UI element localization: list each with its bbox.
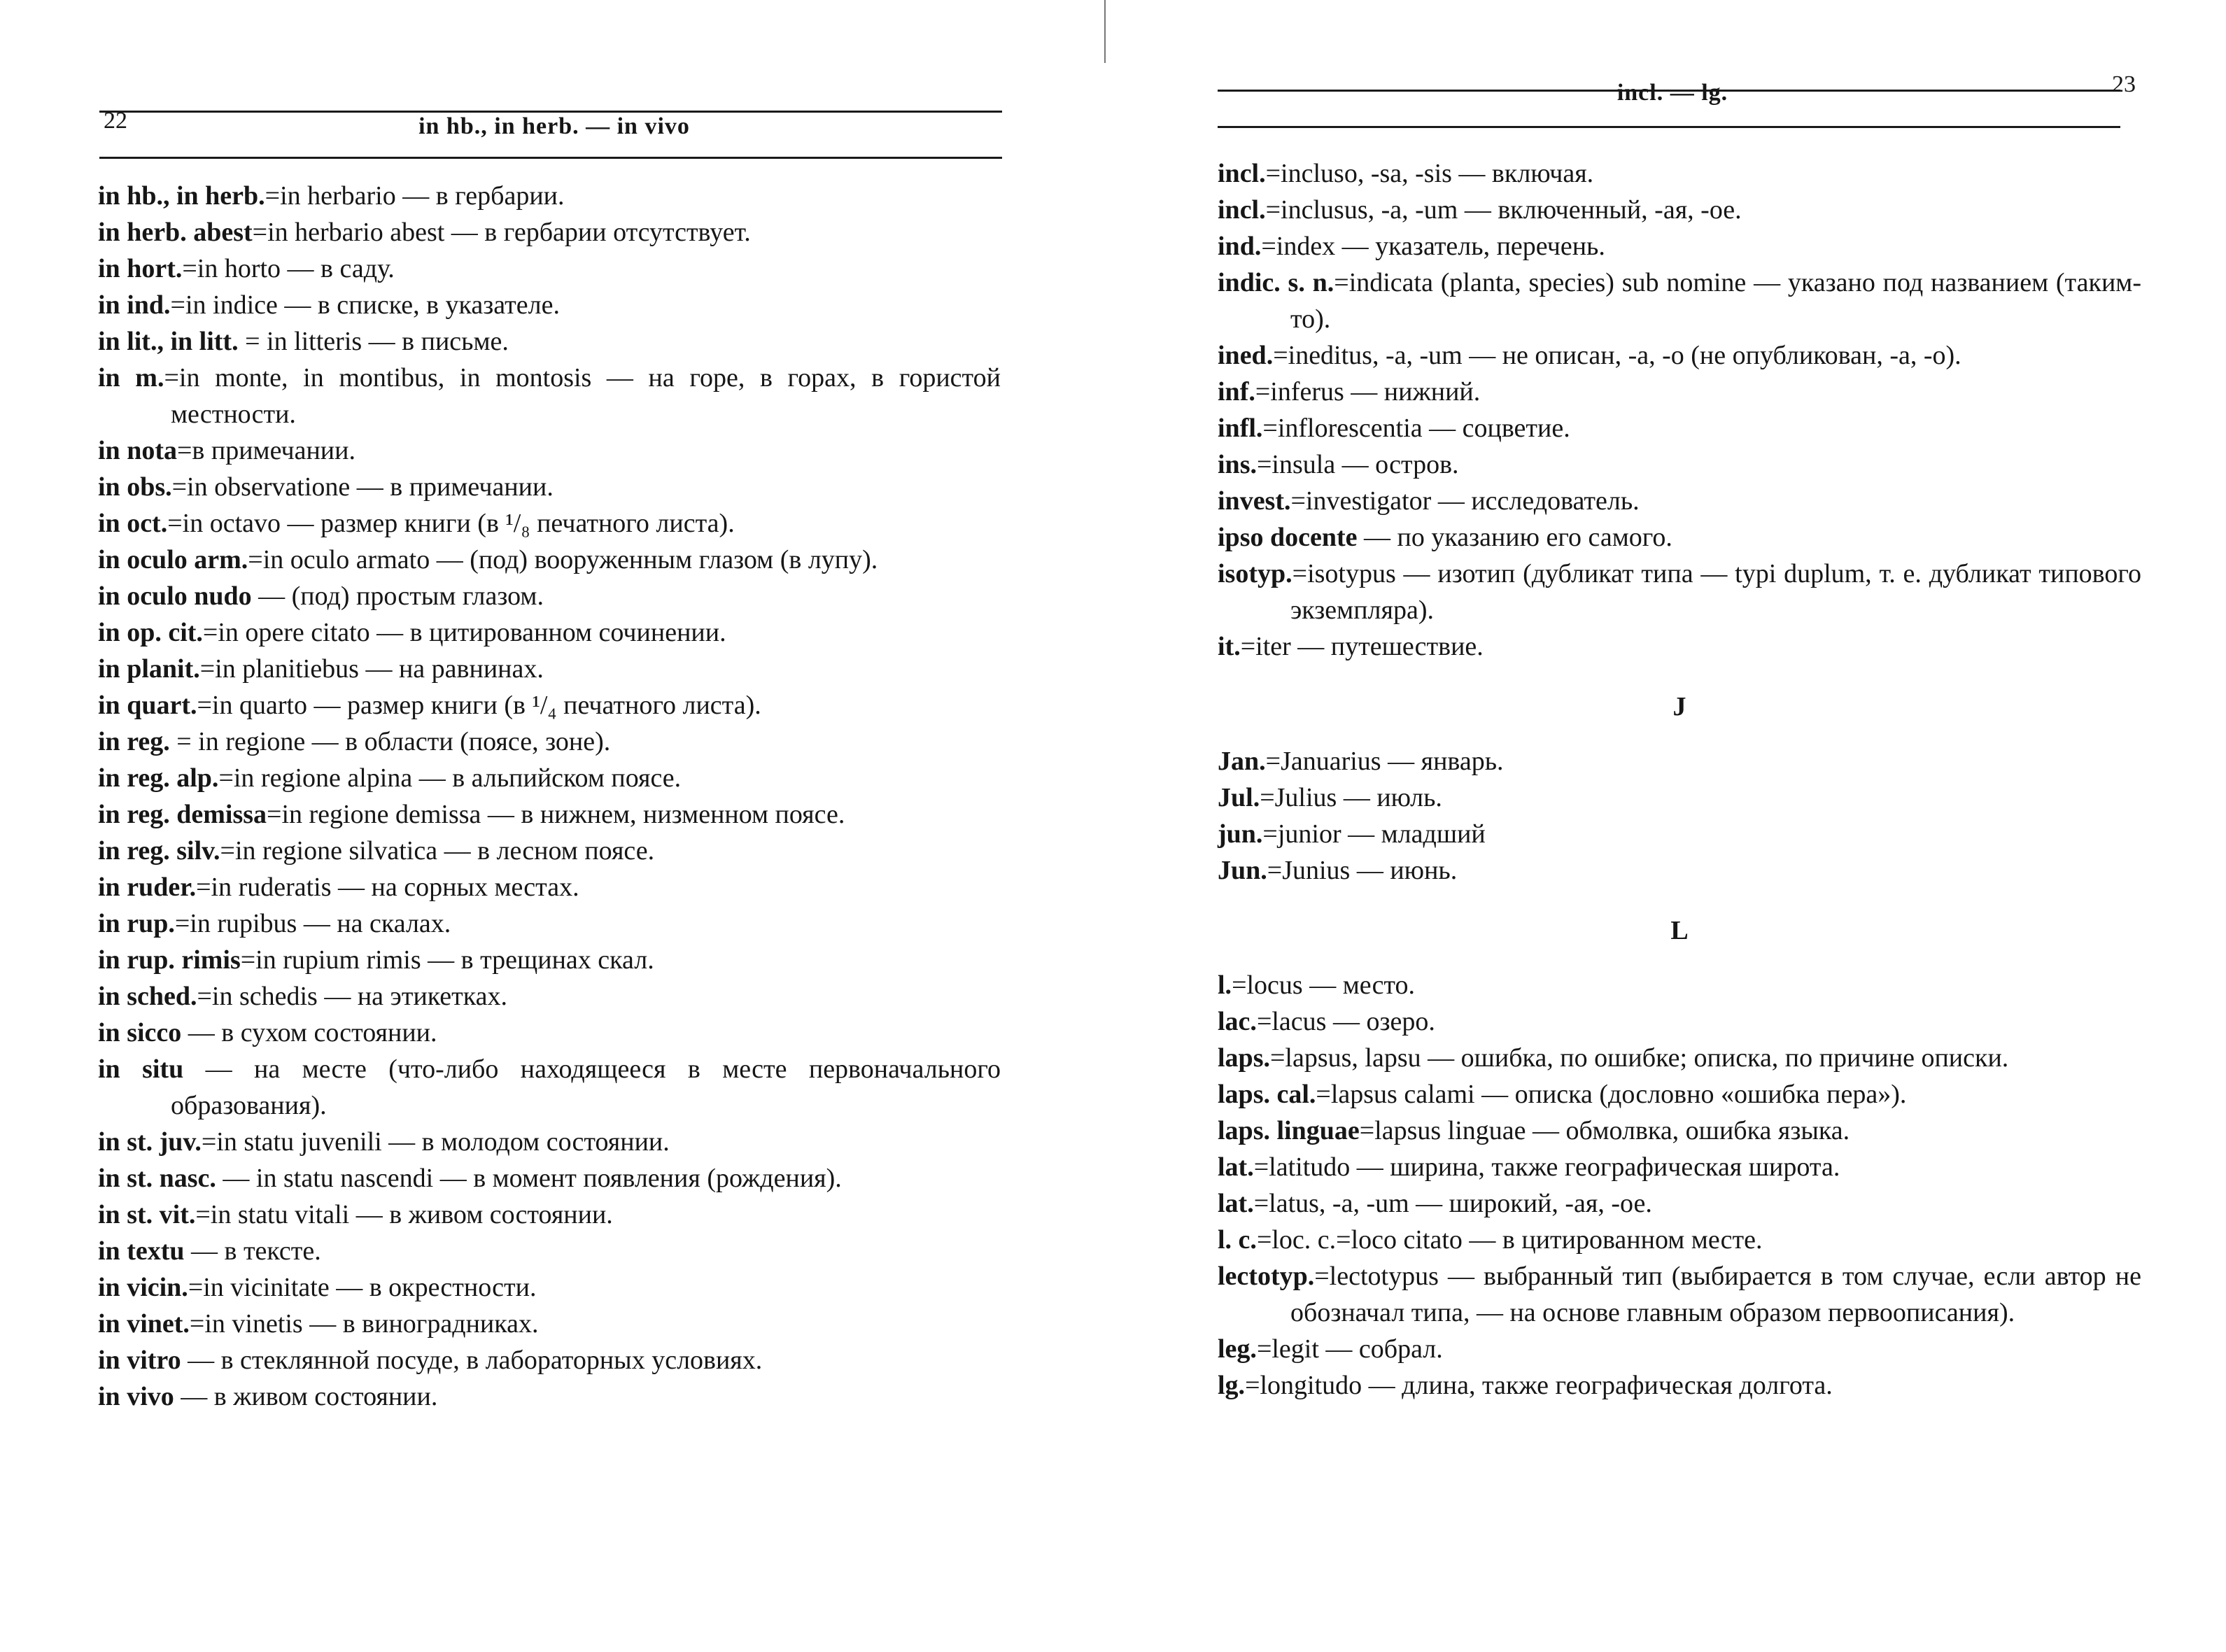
dictionary-entry xyxy=(1218,1367,2141,1404)
entry-definition: — в живом состоянии. xyxy=(174,1382,438,1411)
entry-definition: =inflorescentia — соцветие. xyxy=(1262,414,1570,443)
dictionary-entry xyxy=(98,1160,1001,1196)
dictionary-entry xyxy=(1218,1331,2141,1367)
entry-term: lectotyp. xyxy=(1218,1262,1315,1291)
entry-definition: — в тексте. xyxy=(184,1236,321,1266)
entry-term: in st. nasc. xyxy=(98,1164,216,1193)
entry-definition: =lapsus linguae — обмолвка, ошибка языка. xyxy=(1359,1116,1850,1145)
dictionary-entry xyxy=(98,796,1001,833)
dictionary-entry xyxy=(1218,519,2141,556)
section-heading-j: J xyxy=(1672,692,1686,721)
dictionary-entry xyxy=(98,1306,1001,1342)
entry-term: in vinet. xyxy=(98,1309,190,1339)
dictionary-entry xyxy=(98,1342,1001,1378)
entry-definition: =в примечании. xyxy=(176,436,355,465)
dictionary-entry xyxy=(98,614,1001,651)
entry-definition: =iter — путешествие. xyxy=(1240,632,1484,661)
entry-definition: =Januarius — январь. xyxy=(1265,747,1504,776)
dictionary-entry xyxy=(98,1051,1001,1124)
entry-term: in herb. abest xyxy=(98,218,253,247)
entry-definition: =in opere citato — в цитированном сочинении. xyxy=(202,618,726,647)
entry-term: ins. xyxy=(1218,450,1257,479)
entry-definition: =in monte, in montibus, in montosis — на горе, в горах, в гористой местности. xyxy=(164,363,1001,429)
dictionary-entry xyxy=(1218,852,2141,889)
dictionary-entry xyxy=(1218,1003,2141,1040)
entry-definition: =in oculo armato — (под) вооруженным глазом (в лупу). xyxy=(248,545,878,574)
entry-term: in m. xyxy=(98,363,164,393)
entry-definition: =investigator — исследователь. xyxy=(1290,486,1640,516)
dictionary-entry xyxy=(1218,1076,2141,1113)
dictionary-entry xyxy=(1218,155,2141,192)
entry-definition: =isotypus — изотип (дубликат типа — typi duplum, т. е. дубликат типового экземпляра). xyxy=(1290,559,2141,625)
entry-term: jun. xyxy=(1218,819,1263,849)
entry-definition: =insula — остров. xyxy=(1256,450,1459,479)
dictionary-entry xyxy=(98,323,1001,360)
dictionary-entry xyxy=(98,287,1001,323)
entry-definition: =index — указатель, перечень. xyxy=(1261,232,1605,261)
entry-definition: =in herbario — в гербарии. xyxy=(265,181,565,211)
dictionary-entry xyxy=(1218,1149,2141,1185)
header-rule-bottom xyxy=(1218,126,2120,128)
dictionary-entry xyxy=(98,1269,1001,1306)
dictionary-entry xyxy=(98,1233,1001,1269)
dictionary-entry xyxy=(98,833,1001,869)
entry-definition: — по указанию его самого. xyxy=(1357,523,1672,552)
entry-definition: =lapsus, lapsu — ошибка, по ошибке; описка, по причине описки. xyxy=(1269,1043,2009,1073)
entry-term: lat. xyxy=(1218,1189,1254,1218)
page-number: 22 xyxy=(104,108,127,134)
dictionary-entry xyxy=(98,578,1001,614)
dictionary-entry xyxy=(1218,264,2141,337)
entry-term: in rup. xyxy=(98,909,175,938)
entry-term: isotyp. xyxy=(1218,559,1292,588)
dictionary-entry xyxy=(98,869,1001,905)
entry-term: infl. xyxy=(1218,414,1263,443)
entry-term: in hb., in herb. xyxy=(98,181,265,211)
entry-term: in oculo nudo xyxy=(98,581,252,611)
entry-definition: =in planitiebus — на равнинах. xyxy=(199,654,544,684)
dictionary-entry xyxy=(1218,628,2141,665)
entry-term: in ruder. xyxy=(98,873,197,902)
entry-term: in obs. xyxy=(98,472,172,502)
dictionary-entry xyxy=(98,432,1001,469)
entry-definition: =in indice — в списке, в указателе. xyxy=(170,290,560,320)
dictionary-entry xyxy=(98,1196,1001,1233)
dictionary-entry xyxy=(98,1378,1001,1415)
dictionary-entry xyxy=(1218,779,2141,816)
entry-term: in oct. xyxy=(98,509,168,538)
entry-term: it. xyxy=(1218,632,1241,661)
entry-definition: =in vinetis — в виноградниках. xyxy=(189,1309,539,1339)
entry-term: in reg. demissa xyxy=(98,800,267,829)
header-rule-bottom xyxy=(99,157,1002,159)
dictionary-entry xyxy=(1218,1258,2141,1331)
dictionary-entry xyxy=(98,542,1001,578)
dictionary-entry xyxy=(1218,556,2141,628)
entry-definition: =latus, -a, -um — широкий, -ая, -ое. xyxy=(1253,1189,1652,1218)
entry-definition: — в стеклянной посуде, в лабораторных условиях. xyxy=(181,1346,763,1375)
entry-term: indic. s. n. xyxy=(1218,268,1334,297)
dictionary-entry xyxy=(1218,337,2141,374)
entry-definition: =in statu vitali — в живом состоянии. xyxy=(195,1200,613,1229)
entry-term: invest. xyxy=(1218,486,1291,516)
entry-term: in quart. xyxy=(98,691,197,720)
entry-definition: = in regione — в области (поясе, зоне). xyxy=(169,727,611,756)
entry-term: in textu xyxy=(98,1236,185,1266)
entry-definition: =longitudo — длина, также географическая долгота. xyxy=(1245,1371,1833,1400)
entry-definition: = in litteris — в письме. xyxy=(238,327,509,356)
entry-definition: =ineditus, -a, -um — не описан, -а, -о (не опубликован, -а, -о). xyxy=(1273,341,1961,370)
dictionary-entry xyxy=(98,651,1001,687)
entry-definition: =in vicinitate — в окрестности. xyxy=(188,1273,537,1302)
entry-term: Jun. xyxy=(1218,856,1267,885)
entry-definition: =in statu juvenili — в молодом состоянии. xyxy=(201,1127,670,1157)
entry-term: in sicco xyxy=(98,1018,182,1047)
entry-definition: — на месте (что-либо находящееся в месте первоначального образования). xyxy=(171,1054,1001,1120)
dictionary-entry xyxy=(98,214,1001,250)
entry-term: ined. xyxy=(1218,341,1274,370)
entry-term: Jan. xyxy=(1218,747,1266,776)
dictionary-entry xyxy=(1218,374,2141,410)
entry-term: in ind. xyxy=(98,290,171,320)
entries-i xyxy=(1218,155,2141,665)
entry-term: in oculo arm. xyxy=(98,545,248,574)
dictionary-entry xyxy=(98,178,1001,214)
dictionary-entry xyxy=(98,1015,1001,1051)
running-head: incl. — lg. xyxy=(1616,80,1728,106)
running-head: in hb., in herb. — in vivo xyxy=(418,113,690,139)
right-page-header xyxy=(1218,70,2136,140)
dictionary-entry xyxy=(1218,816,2141,852)
entry-term: l. c. xyxy=(1218,1225,1257,1255)
entry-definition: =loc. c.=loco citato — в цитированном месте. xyxy=(1256,1225,1763,1255)
entry-definition: — (под) простым глазом. xyxy=(251,581,544,611)
entry-term: in vicin. xyxy=(98,1273,188,1302)
entry-term: in st. vit. xyxy=(98,1200,196,1229)
entry-definition: =latitudo — ширина, также географическая широта. xyxy=(1253,1152,1840,1182)
dictionary-entry xyxy=(98,978,1001,1015)
entry-definition: =in observatione — в примечании. xyxy=(171,472,554,502)
entry-definition: =indicata (planta, species) sub nomine — указано под названием (таким-то). xyxy=(1290,268,2141,334)
dictionary-entry xyxy=(1218,446,2141,483)
entry-term: in hort. xyxy=(98,254,183,283)
entry-term: Jul. xyxy=(1218,783,1260,812)
entry-term: lat. xyxy=(1218,1152,1254,1182)
dictionary-entry xyxy=(1218,1222,2141,1258)
entry-definition: =lacus — озеро. xyxy=(1256,1007,1435,1036)
entry-term: inf. xyxy=(1218,377,1255,407)
entry-term: laps. cal. xyxy=(1218,1080,1316,1109)
entry-term: in sched. xyxy=(98,982,197,1011)
entry-definition: =in quarto — размер книги (в ¹/₄ печатного листа). xyxy=(197,691,761,720)
dictionary-entry xyxy=(98,469,1001,505)
entry-definition: =in horto — в саду. xyxy=(182,254,395,283)
entry-term: ipso docente xyxy=(1218,523,1358,552)
entry-term: in reg. silv. xyxy=(98,836,220,866)
dictionary-entry xyxy=(98,905,1001,942)
dictionary-entry xyxy=(1218,1185,2141,1222)
entry-term: ind. xyxy=(1218,232,1262,261)
dictionary-entry xyxy=(98,250,1001,287)
entry-term: laps. linguae xyxy=(1218,1116,1360,1145)
entry-definition: =lectotypus — выбранный тип (выбирается в том случае, если автор не обозначал типа, — на основе главным образом первоописания). xyxy=(1290,1262,2141,1327)
header-rule-top xyxy=(99,111,1002,113)
entry-term: in rup. rimis xyxy=(98,945,241,975)
entry-definition: =inclusus, -a, -um — включенный, -ая, -ое. xyxy=(1265,195,1742,225)
entry-term: in planit. xyxy=(98,654,200,684)
entry-definition: =in regione demissa — в нижнем, низменном поясе. xyxy=(267,800,845,829)
entry-definition: =incluso, -sa, -sis — включая. xyxy=(1265,159,1594,188)
dictionary-entry xyxy=(1218,1113,2141,1149)
page-number: 23 xyxy=(2112,71,2136,97)
dictionary-entry xyxy=(1218,483,2141,519)
entry-term: in situ xyxy=(98,1054,184,1084)
entry-term: in nota xyxy=(98,436,177,465)
dictionary-entry xyxy=(1218,410,2141,446)
dictionary-entry xyxy=(1218,1040,2141,1076)
right-entry-list xyxy=(1218,155,2141,1404)
entry-term: laps. xyxy=(1218,1043,1270,1073)
entry-definition: — в сухом состоянии. xyxy=(181,1018,437,1047)
entry-definition: =legit — собрал. xyxy=(1256,1334,1443,1364)
left-page xyxy=(0,0,1100,1652)
entry-definition: =Junius — июнь. xyxy=(1267,856,1458,885)
entry-definition: =in octavo — размер книги (в ¹/₈ печатного листа). xyxy=(167,509,735,538)
entries-l xyxy=(1218,967,2141,1404)
dictionary-entry xyxy=(98,760,1001,796)
dictionary-entry xyxy=(98,1124,1001,1160)
entry-definition: =locus — место. xyxy=(1232,970,1416,1000)
dictionary-entry xyxy=(1218,228,2141,264)
entry-definition: =in herbario abest — в гербарии отсутствует. xyxy=(252,218,751,247)
entry-definition: =in regione alpina — в альпийском поясе. xyxy=(218,763,682,793)
dictionary-entry xyxy=(1218,192,2141,228)
entry-definition: =in rupium rimis — в трещинах скал. xyxy=(240,945,654,975)
entry-term: in vitro xyxy=(98,1346,181,1375)
entry-term: in vivo xyxy=(98,1382,174,1411)
entry-term: incl. xyxy=(1218,195,1266,225)
dictionary-entry xyxy=(98,687,1001,723)
section-heading-l: L xyxy=(1670,916,1689,945)
left-page-header xyxy=(99,105,1009,161)
entry-definition: — in statu nascendi — в момент появления (рождения). xyxy=(216,1164,842,1193)
dictionary-entry xyxy=(98,505,1001,542)
dictionary-entry xyxy=(98,360,1001,432)
dictionary-entry xyxy=(1218,743,2141,779)
entry-definition: =in regione silvatica — в лесном поясе. xyxy=(220,836,655,866)
entry-term: l. xyxy=(1218,970,1232,1000)
dictionary-entry xyxy=(1218,967,2141,1003)
gutter-line xyxy=(1104,0,1106,63)
dictionary-entry xyxy=(98,723,1001,760)
entry-term: in lit., in litt. xyxy=(98,327,239,356)
entry-term: lac. xyxy=(1218,1007,1257,1036)
entry-definition: =in rupibus — на скалах. xyxy=(174,909,451,938)
right-page xyxy=(1120,0,2226,1652)
entry-definition: =junior — младший xyxy=(1262,819,1486,849)
entry-term: in op. cit. xyxy=(98,618,203,647)
entries-j xyxy=(1218,743,2141,889)
entry-definition: =in schedis — на этикетках. xyxy=(197,982,508,1011)
entry-term: in st. juv. xyxy=(98,1127,202,1157)
left-entry-list xyxy=(98,178,1001,1415)
entry-definition: =in ruderatis — на сорных местах. xyxy=(196,873,579,902)
entry-definition: =inferus — нижний. xyxy=(1255,377,1481,407)
entry-term: lg. xyxy=(1218,1371,1246,1400)
entry-term: in reg. alp. xyxy=(98,763,219,793)
dictionary-entry xyxy=(98,942,1001,978)
entry-definition: =lapsus calami — описка (дословно «ошибка пера»). xyxy=(1316,1080,1907,1109)
entry-term: incl. xyxy=(1218,159,1266,188)
entry-term: leg. xyxy=(1218,1334,1257,1364)
entry-definition: =Julius — июль. xyxy=(1260,783,1442,812)
entry-term: in reg. xyxy=(98,727,170,756)
